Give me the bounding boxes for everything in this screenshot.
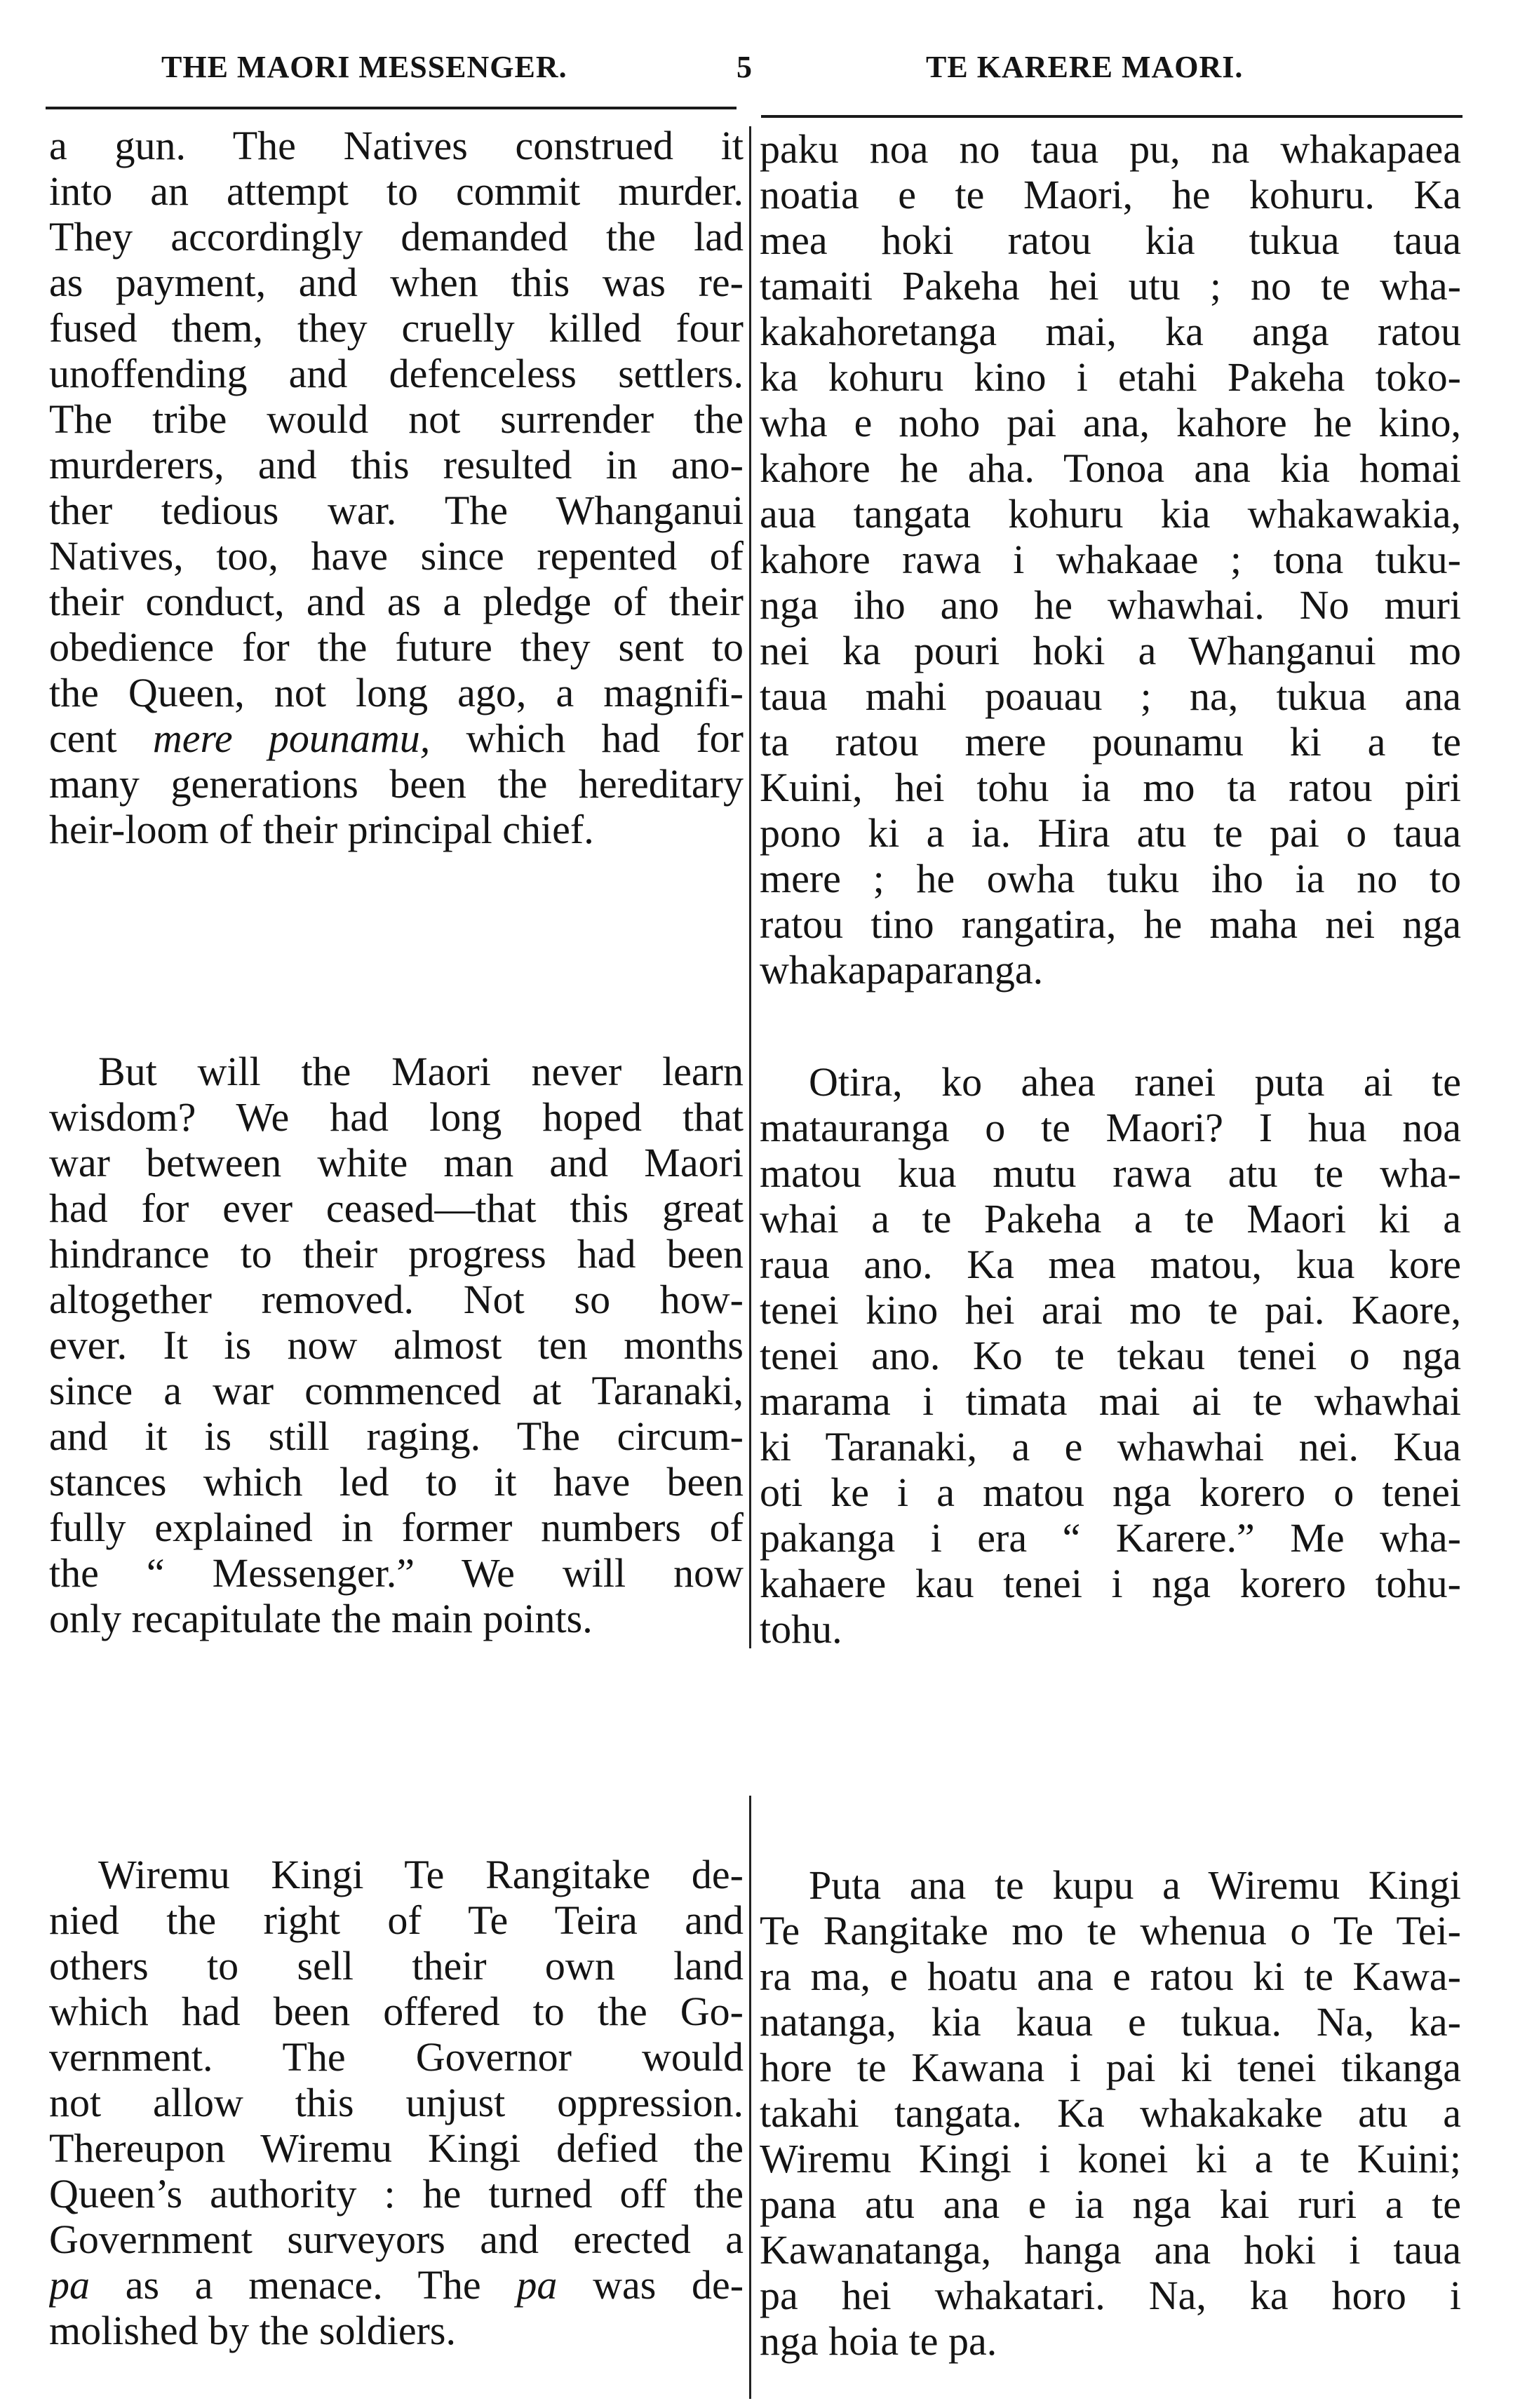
text-line: the Queen, not long ago, a magnifi-: [49, 670, 744, 715]
text-line: Government surveyors and erected a: [49, 2217, 744, 2262]
text-line: since a war commenced at Taranaki,: [49, 1368, 744, 1413]
text-line: raua ano. Ka mea matou, kua kore: [760, 1242, 1461, 1287]
text-line: paku noa no taua pu, na whakapaea: [760, 126, 1461, 172]
text-line: Wiremu Kingi i konei ki a te Kuini;: [760, 2136, 1461, 2181]
english-paragraph-2: [49, 1049, 744, 1641]
text-line: wisdom? We had long hoped that: [49, 1094, 744, 1140]
text-line: mea hoki ratou kia tukua taua: [760, 217, 1461, 263]
italic-term: pa: [516, 2262, 558, 2308]
text-line: and it is still raging. The circum-: [49, 1413, 744, 1459]
text-line: oti ke i a matou nga korero o tenei: [760, 1469, 1461, 1515]
text-line: as payment, and when this was re-: [49, 260, 744, 305]
text-fragment: cent: [49, 715, 117, 761]
text-line: The tribe would not surrender the: [49, 396, 744, 442]
text-line: not allow this unjust oppression.: [49, 2080, 744, 2125]
text-line: They accordingly demanded the lad: [49, 214, 744, 260]
text-line: stances which led to it have been: [49, 1459, 744, 1505]
text-fragment: as a menace. The: [125, 2262, 481, 2308]
text-line: Puta ana te kupu a Wiremu Kingi: [809, 1862, 1461, 1908]
text-line: a gun. The Natives construed it: [49, 123, 744, 168]
text-line: had for ever ceased—that this great: [49, 1185, 744, 1231]
english-paragraph-3: [49, 1852, 744, 2353]
text-line: Wiremu Kingi Te Rangitake de-: [98, 1852, 744, 1897]
text-line: only recapitulate the main points.: [49, 1596, 593, 1641]
column-divider: [749, 126, 751, 1035]
italic-term: pa: [49, 2262, 90, 2308]
maori-paragraph-1: [760, 126, 1461, 993]
text-line: taua mahi poauau ; na, tukua ana: [760, 673, 1461, 719]
text-line: nga hoia te pa.: [760, 2318, 997, 2364]
text-line: altogether removed. Not so how-: [49, 1277, 744, 1322]
text-fragment: was de-: [593, 2262, 744, 2308]
text-line: takahi tangata. Ka whakakake atu a: [760, 2090, 1461, 2136]
text-line: tohu.: [760, 1606, 842, 1652]
column-divider: [749, 1031, 751, 1648]
maori-paragraph-3: [760, 1862, 1461, 2364]
text-line: mere ; he owha tuku iho ia no to: [760, 856, 1461, 901]
text-line: Te Rangitake mo te whenua o Te Tei-: [760, 1908, 1461, 1953]
text-line: tenei ano. Ko te tekau tenei o nga: [760, 1333, 1461, 1378]
text-line: the “ Messenger.” We will now: [49, 1550, 744, 1596]
text-line: pa hei whakatari. Na, ka horo i: [760, 2273, 1461, 2318]
header-english-title: THE MAORI MESSENGER.: [161, 50, 567, 84]
text-line: ra ma, e hoatu ana e ratou ki te Kawa-: [760, 1953, 1461, 1999]
text-line: [49, 2262, 744, 2308]
text-line: Kawanatanga, hanga ana hoki i taua: [760, 2227, 1461, 2273]
text-line: Thereupon Wiremu Kingi defied the: [49, 2125, 744, 2171]
text-line: tamaiti Pakeha hei utu ; no te wha-: [760, 263, 1461, 309]
text-line: matou kua mutu rawa atu te wha-: [760, 1150, 1461, 1196]
text-line: hindrance to their progress had been: [49, 1231, 744, 1277]
text-line: Queen’s authority : he turned off the: [49, 2171, 744, 2217]
page-number: 5: [737, 50, 753, 84]
text-line: pana atu ana e ia nga kai ruri a te: [760, 2181, 1461, 2227]
text-line: ka kohuru kino i etahi Pakeha toko-: [760, 354, 1461, 400]
text-line: Otira, ko ahea ranei puta ai te: [809, 1059, 1461, 1105]
text-line: their conduct, and as a pledge of their: [49, 579, 744, 624]
text-fragment: which had for: [466, 715, 744, 761]
text-line: molished by the soldiers.: [49, 2308, 456, 2353]
text-line: others to sell their own land: [49, 1943, 744, 1989]
text-line: Kuini, hei tohu ia mo ta ratou piri: [760, 765, 1461, 810]
text-line: nied the right of Te Teira and: [49, 1897, 744, 1943]
text-line: ratou tino rangatira, he maha nei nga: [760, 901, 1461, 947]
text-line: nei ka pouri hoki a Whanganui mo: [760, 628, 1461, 673]
text-line: ever. It is now almost ten months: [49, 1322, 744, 1368]
text-line: Natives, too, have since repented of: [49, 533, 744, 579]
text-line: [49, 715, 744, 761]
text-line: obedience for the future they sent to: [49, 624, 744, 670]
text-line: aua tangata kohuru kia whakawakia,: [760, 491, 1461, 537]
text-line: murderers, and this resulted in ano-: [49, 442, 744, 487]
text-line: noatia e te Maori, he kohuru. Ka: [760, 172, 1461, 217]
english-paragraph-1: [49, 123, 744, 852]
text-line: ta ratou mere pounamu ki a te: [760, 719, 1461, 765]
header-rule-right: [761, 115, 1462, 118]
text-line: into an attempt to commit murder.: [49, 168, 744, 214]
text-line: matauranga o te Maori? I hua noa: [760, 1105, 1461, 1150]
text-line: hore te Kawana i pai ki tenei tikanga: [760, 2045, 1461, 2090]
text-line: vernment. The Governor would: [49, 2034, 744, 2080]
maori-paragraph-2: [760, 1059, 1461, 1652]
text-line: fused them, they cruelly killed four: [49, 305, 744, 351]
text-line: kakahoretanga mai, ka anga ratou: [760, 309, 1461, 354]
text-line: pono ki a ia. Hira atu te pai o taua: [760, 810, 1461, 856]
text-line: tenei kino hei arai mo te pai. Kaore,: [760, 1287, 1461, 1333]
text-line: natanga, kia kaua e tukua. Na, ka-: [760, 1999, 1461, 2045]
text-line: heir-loom of their principal chief.: [49, 807, 594, 852]
text-line: But will the Maori never learn: [98, 1049, 744, 1094]
column-divider: [749, 1796, 751, 2399]
text-line: whai a te Pakeha a te Maori ki a: [760, 1196, 1461, 1242]
text-line: nga iho ano he whawhai. No muri: [760, 582, 1461, 628]
italic-term: mere pounamu,: [152, 715, 431, 761]
text-line: kahore rawa i whakaae ; tona tuku-: [760, 537, 1461, 582]
text-line: kahaere kau tenei i nga korero tohu-: [760, 1561, 1461, 1606]
header-rule-left: [46, 107, 737, 109]
running-header: [0, 49, 1513, 98]
text-line: unoffending and defenceless settlers.: [49, 351, 744, 396]
text-line: which had been offered to the Go-: [49, 1989, 744, 2034]
text-line: marama i timata mai ai te whawhai: [760, 1378, 1461, 1424]
text-line: wha e noho pai ana, kahore he kino,: [760, 400, 1461, 445]
text-line: ther tedious war. The Whanganui: [49, 487, 744, 533]
text-line: fully explained in former numbers of: [49, 1505, 744, 1550]
text-line: ki Taranaki, a e whawhai nei. Kua: [760, 1424, 1461, 1469]
text-line: many generations been the hereditary: [49, 761, 744, 807]
text-line: kahore he aha. Tonoa ana kia homai: [760, 445, 1461, 491]
header-maori-title: TE KARERE MAORI.: [926, 50, 1244, 84]
text-line: pakanga i era “ Karere.” Me wha-: [760, 1515, 1461, 1561]
text-line: war between white man and Maori: [49, 1140, 744, 1185]
text-line: whakapaparanga.: [760, 947, 1044, 993]
